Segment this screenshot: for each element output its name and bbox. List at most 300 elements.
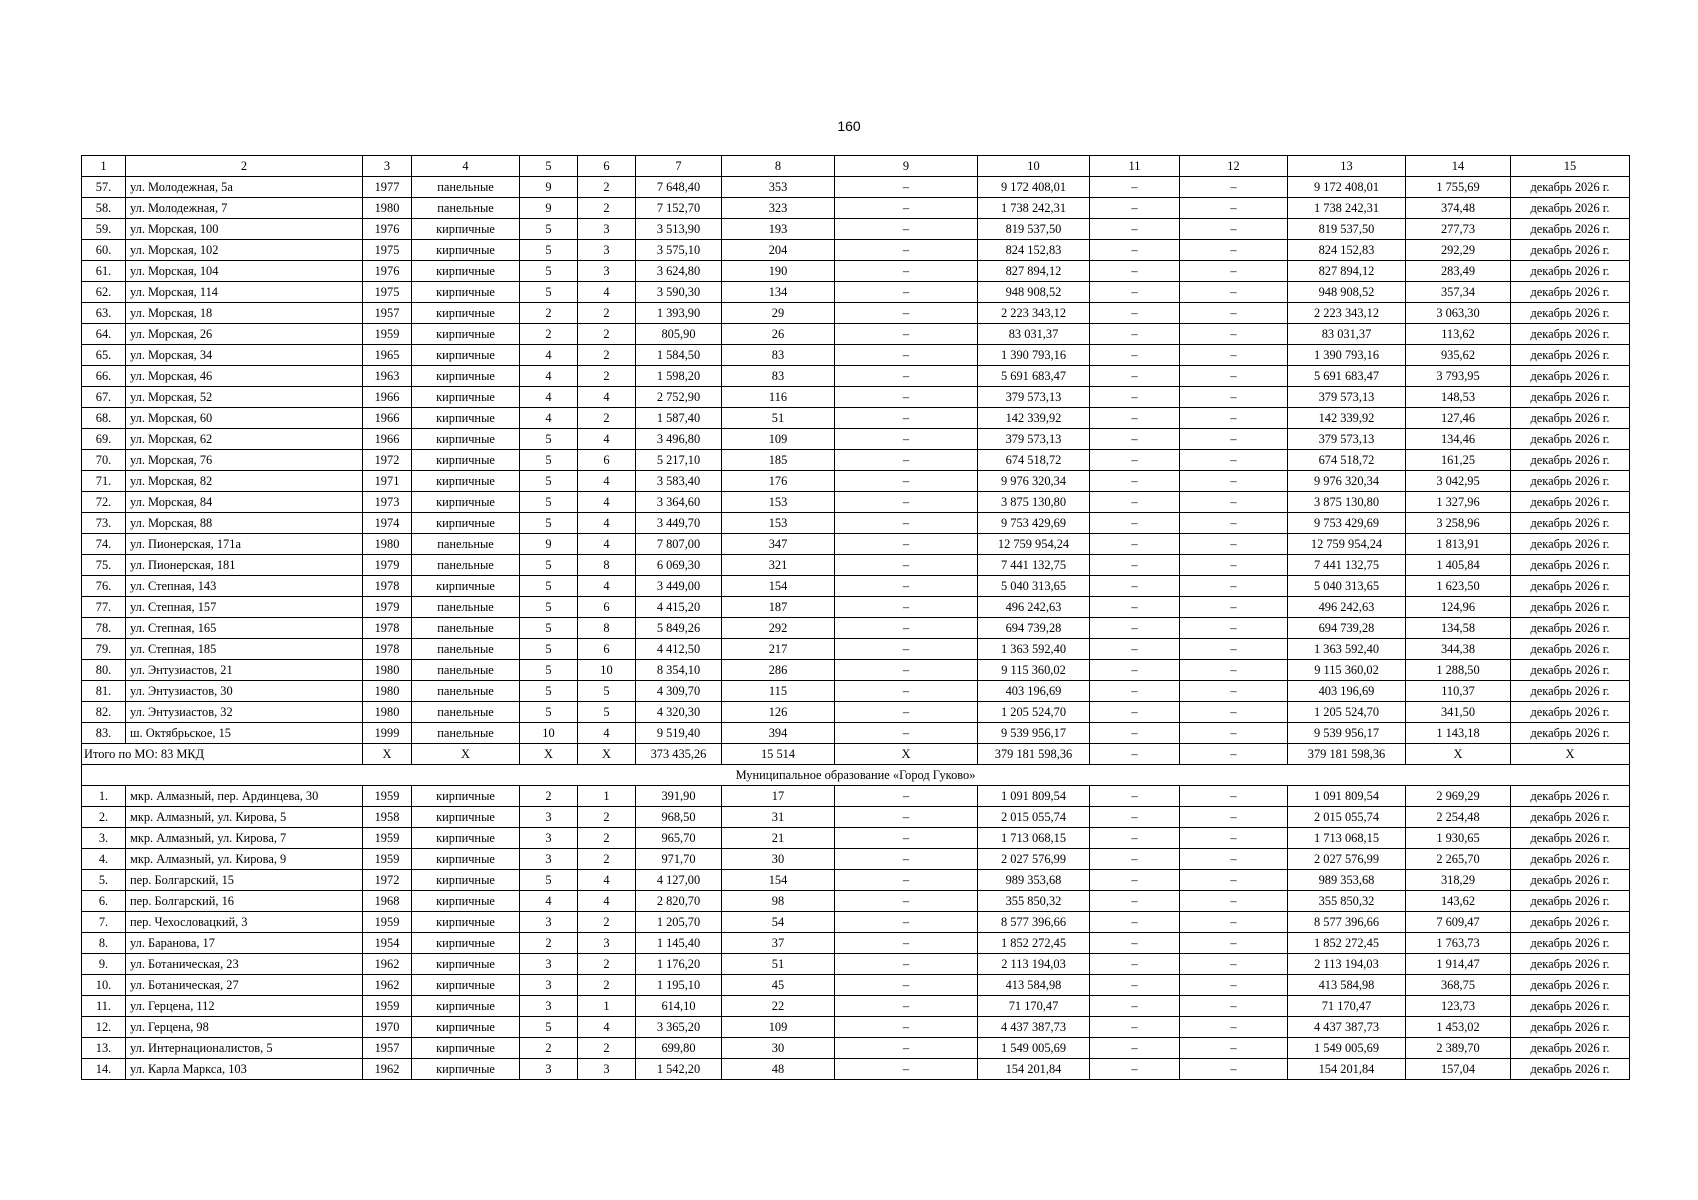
- year-built-cell: 1966: [363, 387, 412, 408]
- cost-col-11-cell: –: [1090, 324, 1180, 345]
- cost-total-cell: 9 172 408,01: [978, 177, 1090, 198]
- cost-per-sqm-cell: 341,50: [1406, 702, 1511, 723]
- entrances-cell: 4: [578, 429, 636, 450]
- residents-cell: 51: [722, 954, 835, 975]
- cost-col-12-cell: –: [1180, 660, 1288, 681]
- address-cell: ул. Морская, 62: [126, 429, 363, 450]
- table-row: [82, 933, 1630, 954]
- cost-col-9-cell: –: [835, 576, 978, 597]
- cost-col-12-cell: –: [1180, 261, 1288, 282]
- year-built-cell: 1980: [363, 702, 412, 723]
- entrances-cell: 2: [578, 828, 636, 849]
- table-row: [82, 639, 1630, 660]
- cost-col-11-cell: –: [1090, 450, 1180, 471]
- table-row: [82, 1059, 1630, 1080]
- floors-cell: 4: [520, 366, 578, 387]
- cost-per-sqm-cell: 935,62: [1406, 345, 1511, 366]
- cost-total-cell: 413 584,98: [978, 975, 1090, 996]
- planned-date-cell: декабрь 2026 г.: [1511, 681, 1630, 702]
- cost-total-cell: 819 537,50: [978, 219, 1090, 240]
- column-number-3: 3: [363, 156, 412, 177]
- total-area-cell: 3 513,90: [636, 219, 722, 240]
- table-row: [82, 366, 1630, 387]
- cost-col-13-cell: 4 437 387,73: [1288, 1017, 1406, 1038]
- cost-per-sqm-cell: 7 609,47: [1406, 912, 1511, 933]
- wall-material-cell: кирпичные: [412, 387, 520, 408]
- planned-date-cell: декабрь 2026 г.: [1511, 639, 1630, 660]
- total-total-area-cell: 373 435,26: [636, 744, 722, 765]
- cost-per-sqm-cell: 1 623,50: [1406, 576, 1511, 597]
- cost-col-9-cell: –: [835, 492, 978, 513]
- cost-total-cell: 989 353,68: [978, 870, 1090, 891]
- wall-material-cell: кирпичные: [412, 891, 520, 912]
- year-built-cell: 1962: [363, 975, 412, 996]
- entrances-cell: 6: [578, 597, 636, 618]
- entrances-cell: 3: [578, 219, 636, 240]
- cost-col-11-cell: –: [1090, 282, 1180, 303]
- total-area-cell: 699,80: [636, 1038, 722, 1059]
- year-built-cell: 1980: [363, 681, 412, 702]
- year-built-cell: 1959: [363, 828, 412, 849]
- address-cell: ул. Морская, 100: [126, 219, 363, 240]
- floors-cell: 3: [520, 1059, 578, 1080]
- wall-material-cell: кирпичные: [412, 828, 520, 849]
- floors-cell: 4: [520, 408, 578, 429]
- planned-date-cell: декабрь 2026 г.: [1511, 219, 1630, 240]
- address-cell: ул. Ботаническая, 27: [126, 975, 363, 996]
- cost-col-12-cell: –: [1180, 702, 1288, 723]
- address-cell: ул. Баранова, 17: [126, 933, 363, 954]
- cost-col-9-cell: –: [835, 471, 978, 492]
- cost-col-12-cell: –: [1180, 219, 1288, 240]
- cost-col-11-cell: –: [1090, 303, 1180, 324]
- floors-cell: 5: [520, 492, 578, 513]
- total-area-cell: 3 496,80: [636, 429, 722, 450]
- cost-col-11-cell: –: [1090, 786, 1180, 807]
- cost-col-12-cell: –: [1180, 555, 1288, 576]
- cost-col-9-cell: –: [835, 891, 978, 912]
- table-row: [82, 891, 1630, 912]
- floors-cell: 2: [520, 786, 578, 807]
- entrances-cell: 2: [578, 807, 636, 828]
- entrances-cell: 8: [578, 555, 636, 576]
- table-row: [82, 681, 1630, 702]
- entrances-cell: 5: [578, 681, 636, 702]
- total-area-cell: 9 519,40: [636, 723, 722, 744]
- total-cost-col-11-cell: –: [1090, 744, 1180, 765]
- cost-col-11-cell: –: [1090, 240, 1180, 261]
- row-number-cell: 80.: [82, 660, 126, 681]
- planned-date-cell: декабрь 2026 г.: [1511, 366, 1630, 387]
- row-number-cell: 59.: [82, 219, 126, 240]
- wall-material-cell: кирпичные: [412, 219, 520, 240]
- cost-total-cell: 1 738 242,31: [978, 198, 1090, 219]
- column-number-11: 11: [1090, 156, 1180, 177]
- cost-per-sqm-cell: 124,96: [1406, 597, 1511, 618]
- table-row: [82, 408, 1630, 429]
- cost-total-cell: 1 390 793,16: [978, 345, 1090, 366]
- address-cell: ул. Морская, 26: [126, 324, 363, 345]
- cost-col-12-cell: –: [1180, 282, 1288, 303]
- address-cell: ул. Энтузиастов, 21: [126, 660, 363, 681]
- cost-col-11-cell: –: [1090, 870, 1180, 891]
- wall-material-cell: кирпичные: [412, 954, 520, 975]
- cost-col-11-cell: –: [1090, 807, 1180, 828]
- entrances-cell: 1: [578, 786, 636, 807]
- total-area-cell: 1 542,20: [636, 1059, 722, 1080]
- cost-total-cell: 9 976 320,34: [978, 471, 1090, 492]
- cost-col-9-cell: –: [835, 219, 978, 240]
- cost-per-sqm-cell: 2 969,29: [1406, 786, 1511, 807]
- year-built-cell: 1959: [363, 996, 412, 1017]
- cost-col-11-cell: –: [1090, 1017, 1180, 1038]
- cost-per-sqm-cell: 148,53: [1406, 387, 1511, 408]
- cost-col-13-cell: 8 577 396,66: [1288, 912, 1406, 933]
- floors-cell: 5: [520, 471, 578, 492]
- table-row: [82, 429, 1630, 450]
- row-number-cell: 73.: [82, 513, 126, 534]
- total-area-cell: 5 849,26: [636, 618, 722, 639]
- wall-material-cell: панельные: [412, 660, 520, 681]
- year-built-cell: 1980: [363, 660, 412, 681]
- year-built-cell: 1975: [363, 240, 412, 261]
- table-row: [82, 786, 1630, 807]
- entrances-cell: 2: [578, 345, 636, 366]
- floors-cell: 5: [520, 282, 578, 303]
- cost-total-cell: 9 539 956,17: [978, 723, 1090, 744]
- wall-material-cell: кирпичные: [412, 1017, 520, 1038]
- year-built-cell: 1962: [363, 1059, 412, 1080]
- address-cell: ул. Степная, 143: [126, 576, 363, 597]
- year-built-cell: 1974: [363, 513, 412, 534]
- cost-per-sqm-cell: 3 793,95: [1406, 366, 1511, 387]
- year-built-cell: 1976: [363, 261, 412, 282]
- entrances-cell: 4: [578, 513, 636, 534]
- residents-cell: 394: [722, 723, 835, 744]
- floors-cell: 3: [520, 975, 578, 996]
- cost-col-13-cell: 2 015 055,74: [1288, 807, 1406, 828]
- cost-col-12-cell: –: [1180, 429, 1288, 450]
- table-row: [82, 597, 1630, 618]
- cost-per-sqm-cell: 1 914,47: [1406, 954, 1511, 975]
- entrances-cell: 2: [578, 303, 636, 324]
- floors-cell: 9: [520, 534, 578, 555]
- cost-total-cell: 827 894,12: [978, 261, 1090, 282]
- row-number-cell: 1.: [82, 786, 126, 807]
- cost-col-13-cell: 496 242,63: [1288, 597, 1406, 618]
- total-area-cell: 391,90: [636, 786, 722, 807]
- table-row: [82, 198, 1630, 219]
- wall-material-cell: панельные: [412, 534, 520, 555]
- cost-col-13-cell: 83 031,37: [1288, 324, 1406, 345]
- table-row: [82, 555, 1630, 576]
- wall-material-cell: панельные: [412, 555, 520, 576]
- cost-total-cell: 403 196,69: [978, 681, 1090, 702]
- planned-date-cell: декабрь 2026 г.: [1511, 177, 1630, 198]
- total-area-cell: 6 069,30: [636, 555, 722, 576]
- total-area-cell: 7 648,40: [636, 177, 722, 198]
- row-number-cell: 81.: [82, 681, 126, 702]
- row-number-cell: 74.: [82, 534, 126, 555]
- wall-material-cell: кирпичные: [412, 408, 520, 429]
- planned-date-cell: декабрь 2026 г.: [1511, 597, 1630, 618]
- address-cell: пер. Чехословацкий, 3: [126, 912, 363, 933]
- cost-col-12-cell: –: [1180, 975, 1288, 996]
- entrances-cell: 2: [578, 366, 636, 387]
- entrances-cell: 4: [578, 870, 636, 891]
- entrances-cell: 4: [578, 534, 636, 555]
- wall-material-cell: кирпичные: [412, 912, 520, 933]
- cost-total-cell: 3 875 130,80: [978, 492, 1090, 513]
- entrances-cell: 4: [578, 471, 636, 492]
- section-row: [82, 765, 1630, 786]
- cost-total-cell: 4 437 387,73: [978, 1017, 1090, 1038]
- table-row: [82, 471, 1630, 492]
- residents-cell: 321: [722, 555, 835, 576]
- residents-cell: 323: [722, 198, 835, 219]
- cost-per-sqm-cell: 1 813,91: [1406, 534, 1511, 555]
- cost-col-13-cell: 2 223 343,12: [1288, 303, 1406, 324]
- cost-per-sqm-cell: 1 405,84: [1406, 555, 1511, 576]
- cost-col-9-cell: –: [835, 1017, 978, 1038]
- row-number-cell: 64.: [82, 324, 126, 345]
- total-entrances-cell: X: [578, 744, 636, 765]
- cost-col-11-cell: –: [1090, 513, 1180, 534]
- cost-col-13-cell: 7 441 132,75: [1288, 555, 1406, 576]
- planned-date-cell: декабрь 2026 г.: [1511, 870, 1630, 891]
- table-row: [82, 219, 1630, 240]
- planned-date-cell: декабрь 2026 г.: [1511, 345, 1630, 366]
- address-cell: ул. Молодежная, 5а: [126, 177, 363, 198]
- cost-col-12-cell: –: [1180, 576, 1288, 597]
- address-cell: ул. Морская, 34: [126, 345, 363, 366]
- cost-col-12-cell: –: [1180, 954, 1288, 975]
- wall-material-cell: кирпичные: [412, 576, 520, 597]
- cost-col-13-cell: 1 738 242,31: [1288, 198, 1406, 219]
- planned-date-cell: декабрь 2026 г.: [1511, 891, 1630, 912]
- cost-col-12-cell: –: [1180, 492, 1288, 513]
- total-area-cell: 3 365,20: [636, 1017, 722, 1038]
- residents-cell: 83: [722, 366, 835, 387]
- residents-cell: 185: [722, 450, 835, 471]
- floors-cell: 5: [520, 618, 578, 639]
- row-number-cell: 67.: [82, 387, 126, 408]
- cost-per-sqm-cell: 1 288,50: [1406, 660, 1511, 681]
- column-number-5: 5: [520, 156, 578, 177]
- wall-material-cell: кирпичные: [412, 933, 520, 954]
- wall-material-cell: панельные: [412, 198, 520, 219]
- planned-date-cell: декабрь 2026 г.: [1511, 660, 1630, 681]
- cost-per-sqm-cell: 344,38: [1406, 639, 1511, 660]
- table-row: [82, 387, 1630, 408]
- year-built-cell: 1957: [363, 303, 412, 324]
- cost-per-sqm-cell: 110,37: [1406, 681, 1511, 702]
- cost-col-13-cell: 413 584,98: [1288, 975, 1406, 996]
- column-number-4: 4: [412, 156, 520, 177]
- cost-per-sqm-cell: 134,46: [1406, 429, 1511, 450]
- cost-col-12-cell: –: [1180, 807, 1288, 828]
- table-row: [82, 723, 1630, 744]
- cost-col-13-cell: 694 739,28: [1288, 618, 1406, 639]
- cost-col-13-cell: 9 172 408,01: [1288, 177, 1406, 198]
- cost-col-9-cell: –: [835, 1038, 978, 1059]
- cost-col-11-cell: –: [1090, 576, 1180, 597]
- cost-col-11-cell: –: [1090, 261, 1180, 282]
- cost-total-cell: 2 113 194,03: [978, 954, 1090, 975]
- residents-cell: 51: [722, 408, 835, 429]
- residents-cell: 45: [722, 975, 835, 996]
- address-cell: ул. Пионерская, 181: [126, 555, 363, 576]
- cost-per-sqm-cell: 161,25: [1406, 450, 1511, 471]
- cost-col-9-cell: –: [835, 240, 978, 261]
- floors-cell: 4: [520, 345, 578, 366]
- planned-date-cell: декабрь 2026 г.: [1511, 492, 1630, 513]
- cost-col-12-cell: –: [1180, 534, 1288, 555]
- total-area-cell: 8 354,10: [636, 660, 722, 681]
- cost-total-cell: 1 363 592,40: [978, 639, 1090, 660]
- cost-total-cell: 2 027 576,99: [978, 849, 1090, 870]
- cost-total-cell: 674 518,72: [978, 450, 1090, 471]
- address-cell: ул. Пионерская, 171а: [126, 534, 363, 555]
- cost-total-cell: 5 040 313,65: [978, 576, 1090, 597]
- address-cell: ул. Морская, 88: [126, 513, 363, 534]
- cost-col-11-cell: –: [1090, 345, 1180, 366]
- address-cell: ул. Морская, 82: [126, 471, 363, 492]
- cost-col-9-cell: –: [835, 387, 978, 408]
- cost-col-13-cell: 12 759 954,24: [1288, 534, 1406, 555]
- cost-col-12-cell: –: [1180, 240, 1288, 261]
- residents-cell: 193: [722, 219, 835, 240]
- cost-total-cell: 1 549 005,69: [978, 1038, 1090, 1059]
- cost-col-12-cell: –: [1180, 933, 1288, 954]
- row-number-cell: 12.: [82, 1017, 126, 1038]
- planned-date-cell: декабрь 2026 г.: [1511, 828, 1630, 849]
- row-number-cell: 58.: [82, 198, 126, 219]
- entrances-cell: 3: [578, 1059, 636, 1080]
- year-built-cell: 1973: [363, 492, 412, 513]
- planned-date-cell: декабрь 2026 г.: [1511, 996, 1630, 1017]
- entrances-cell: 1: [578, 996, 636, 1017]
- cost-per-sqm-cell: 374,48: [1406, 198, 1511, 219]
- cost-col-9-cell: –: [835, 849, 978, 870]
- cost-col-12-cell: –: [1180, 891, 1288, 912]
- cost-col-13-cell: 827 894,12: [1288, 261, 1406, 282]
- row-number-cell: 82.: [82, 702, 126, 723]
- entrances-cell: 2: [578, 954, 636, 975]
- floors-cell: 5: [520, 702, 578, 723]
- total-area-cell: 2 820,70: [636, 891, 722, 912]
- residents-cell: 48: [722, 1059, 835, 1080]
- cost-col-11-cell: –: [1090, 366, 1180, 387]
- address-cell: мкр. Алмазный, ул. Кирова, 5: [126, 807, 363, 828]
- year-built-cell: 1979: [363, 597, 412, 618]
- planned-date-cell: декабрь 2026 г.: [1511, 471, 1630, 492]
- row-number-cell: 62.: [82, 282, 126, 303]
- cost-col-11-cell: –: [1090, 534, 1180, 555]
- address-cell: мкр. Алмазный, пер. Ардинцева, 30: [126, 786, 363, 807]
- planned-date-cell: декабрь 2026 г.: [1511, 408, 1630, 429]
- cost-col-13-cell: 2 027 576,99: [1288, 849, 1406, 870]
- residents-cell: 109: [722, 429, 835, 450]
- cost-per-sqm-cell: 143,62: [1406, 891, 1511, 912]
- wall-material-cell: кирпичные: [412, 324, 520, 345]
- cost-col-12-cell: –: [1180, 324, 1288, 345]
- floors-cell: 5: [520, 261, 578, 282]
- row-number-cell: 69.: [82, 429, 126, 450]
- floors-cell: 2: [520, 324, 578, 345]
- column-number-7: 7: [636, 156, 722, 177]
- floors-cell: 5: [520, 240, 578, 261]
- year-built-cell: 1959: [363, 786, 412, 807]
- planned-date-cell: декабрь 2026 г.: [1511, 723, 1630, 744]
- cost-per-sqm-cell: 1 763,73: [1406, 933, 1511, 954]
- total-area-cell: 1 176,20: [636, 954, 722, 975]
- cost-col-12-cell: –: [1180, 1017, 1288, 1038]
- residents-cell: 22: [722, 996, 835, 1017]
- cost-col-11-cell: –: [1090, 723, 1180, 744]
- address-cell: ул. Герцена, 112: [126, 996, 363, 1017]
- cost-total-cell: 1 205 524,70: [978, 702, 1090, 723]
- cost-col-11-cell: –: [1090, 429, 1180, 450]
- column-number-2: 2: [126, 156, 363, 177]
- cost-col-9-cell: –: [835, 534, 978, 555]
- cost-col-9-cell: –: [835, 870, 978, 891]
- total-wall-material-cell: X: [412, 744, 520, 765]
- cost-total-cell: 83 031,37: [978, 324, 1090, 345]
- total-area-cell: 1 205,70: [636, 912, 722, 933]
- year-built-cell: 1980: [363, 198, 412, 219]
- cost-col-11-cell: –: [1090, 639, 1180, 660]
- address-cell: ул. Карла Маркса, 103: [126, 1059, 363, 1080]
- column-number-13: 13: [1288, 156, 1406, 177]
- cost-col-11-cell: –: [1090, 891, 1180, 912]
- cost-col-9-cell: –: [835, 681, 978, 702]
- cost-per-sqm-cell: 1 453,02: [1406, 1017, 1511, 1038]
- cost-per-sqm-cell: 1 143,18: [1406, 723, 1511, 744]
- wall-material-cell: кирпичные: [412, 471, 520, 492]
- table-row: [82, 513, 1630, 534]
- column-number-6: 6: [578, 156, 636, 177]
- wall-material-cell: панельные: [412, 177, 520, 198]
- residents-cell: 54: [722, 912, 835, 933]
- wall-material-cell: кирпичные: [412, 366, 520, 387]
- year-built-cell: 1957: [363, 1038, 412, 1059]
- row-number-cell: 60.: [82, 240, 126, 261]
- address-cell: ул. Морская, 52: [126, 387, 363, 408]
- planned-date-cell: декабрь 2026 г.: [1511, 387, 1630, 408]
- wall-material-cell: панельные: [412, 639, 520, 660]
- cost-col-9-cell: –: [835, 597, 978, 618]
- residents-cell: 204: [722, 240, 835, 261]
- address-cell: ул. Молодежная, 7: [126, 198, 363, 219]
- cost-col-13-cell: 674 518,72: [1288, 450, 1406, 471]
- cost-total-cell: 496 242,63: [978, 597, 1090, 618]
- planned-date-cell: декабрь 2026 г.: [1511, 912, 1630, 933]
- cost-col-12-cell: –: [1180, 345, 1288, 366]
- planned-date-cell: декабрь 2026 г.: [1511, 282, 1630, 303]
- floors-cell: 5: [520, 576, 578, 597]
- row-number-cell: 70.: [82, 450, 126, 471]
- floors-cell: 4: [520, 387, 578, 408]
- cost-col-9-cell: –: [835, 303, 978, 324]
- cost-col-9-cell: –: [835, 282, 978, 303]
- table-row: [82, 1038, 1630, 1059]
- planned-date-cell: декабрь 2026 г.: [1511, 954, 1630, 975]
- year-built-cell: 1978: [363, 618, 412, 639]
- row-number-cell: 13.: [82, 1038, 126, 1059]
- floors-cell: 5: [520, 870, 578, 891]
- row-number-cell: 9.: [82, 954, 126, 975]
